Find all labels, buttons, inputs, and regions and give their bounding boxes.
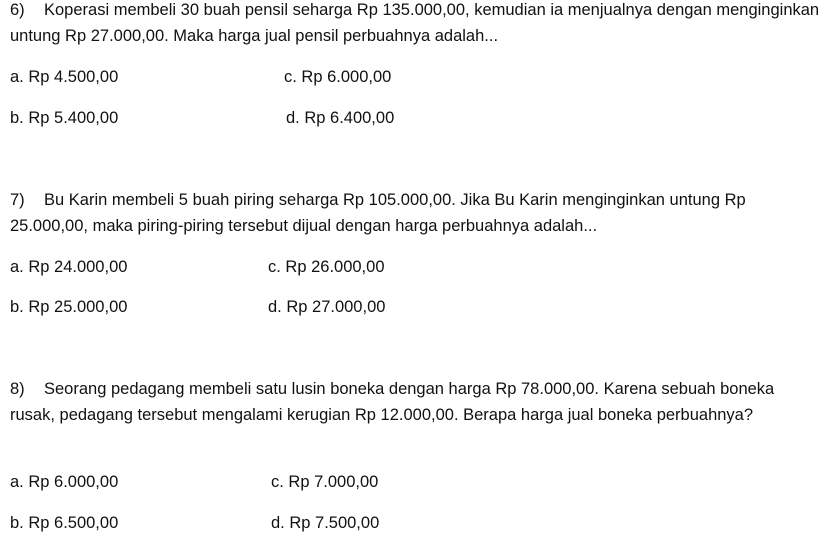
option-d: d. Rp 27.000,00	[268, 298, 386, 316]
question-text: Koperasi membeli 30 buah pensil seharga Rp 135.000,00, kemudian ia menjualnya dengan menginginkan untung Rp 27.000,00. Maka harga jual pensil perbuahnya adalah...	[10, 1, 820, 45]
option-b: b. Rp 6.500,00	[10, 514, 119, 532]
question-number: 6)	[10, 1, 25, 19]
option-c: c. Rp 6.000,00	[284, 68, 392, 86]
question-7	[10, 187, 822, 239]
option-c: c. Rp 7.000,00	[271, 473, 379, 491]
option-b: b. Rp 5.400,00	[10, 109, 119, 127]
option-d: d. Rp 7.500,00	[271, 514, 380, 532]
option-a: a. Rp 6.000,00	[10, 473, 119, 491]
option-b: b. Rp 25.000,00	[10, 298, 128, 316]
question-8	[10, 376, 822, 428]
question-number: 7)	[10, 191, 25, 209]
option-a: a. Rp 24.000,00	[10, 258, 128, 276]
option-a: a. Rp 4.500,00	[10, 68, 119, 86]
option-c: c. Rp 26.000,00	[268, 258, 385, 276]
question-text: Seorang pedagang membeli satu lusin boneka dengan harga Rp 78.000,00. Karena sebuah boneka rusak, pedagang tersebut mengalami kerugian Rp 12.000,00. Berapa harga jual boneka perbuahnya?	[10, 380, 775, 424]
option-d: d. Rp 6.400,00	[286, 109, 395, 127]
question-text: Bu Karin membeli 5 buah piring seharga Rp 105.000,00. Jika Bu Karin menginginkan untung Rp 25.000,00, maka piring-piring tersebut dijual dengan harga perbuahnya adalah...	[10, 191, 746, 235]
question-number: 8)	[10, 380, 25, 398]
question-6	[10, 0, 822, 49]
